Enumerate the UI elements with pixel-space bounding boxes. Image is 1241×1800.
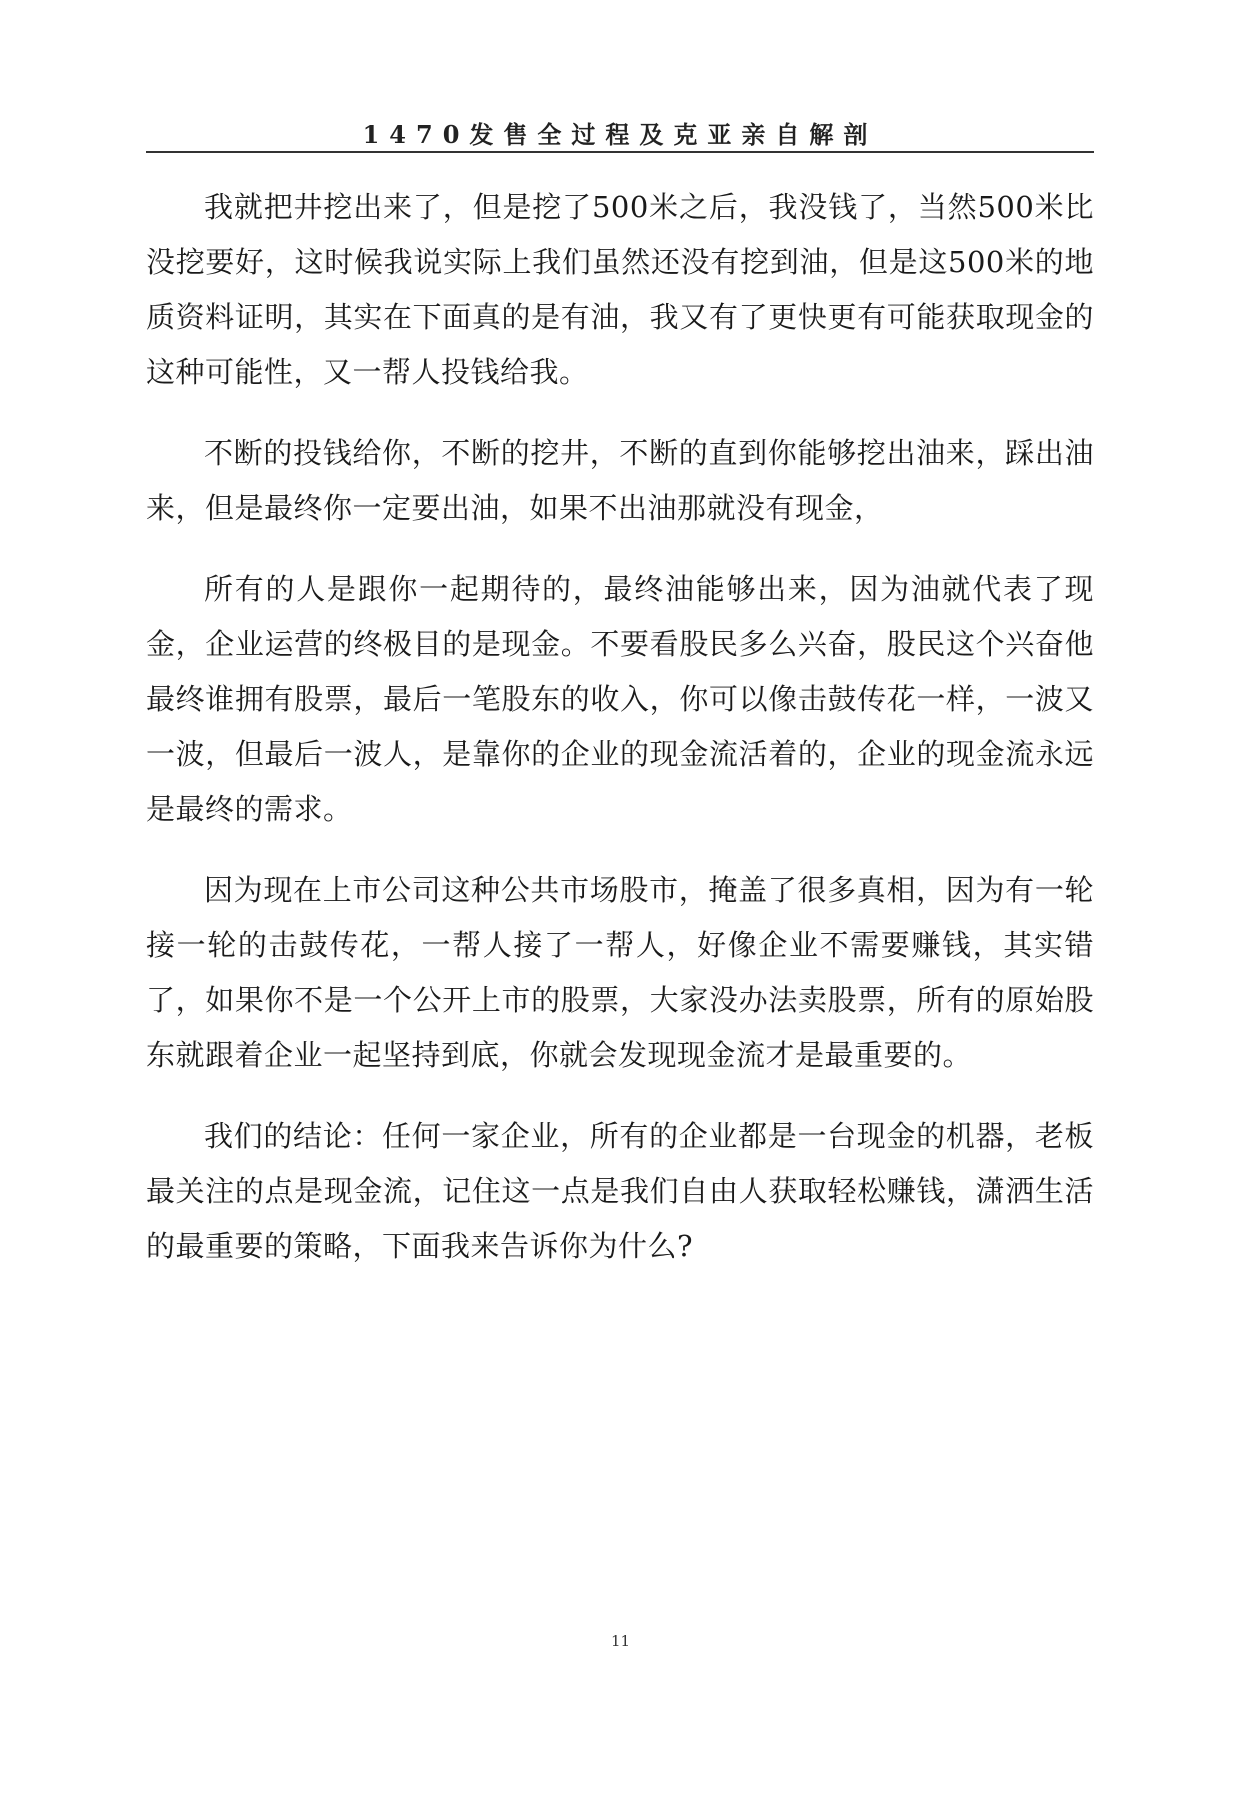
- paragraph: 我就把井挖出来了，但是挖了500米之后，我没钱了，当然500米比没挖要好，这时候我说实际上我们虽然还没有挖到油，但是这500米的地质资料证明，其实在下面真的是有油，我又有了更快更有可能获取现金的这种可能性，又一帮人投钱给我。: [146, 190, 1094, 389]
- paragraph: 我们的结论：任何一家企业，所有的企业都是一台现金的机器，老板最关注的点是现金流，记住这一点是我们自由人获取轻松赚钱，潇洒生活的最重要的策略，下面我来告诉你为什么?: [146, 1119, 1094, 1263]
- paragraph: 因为现在上市公司这种公共市场股市，掩盖了很多真相，因为有一轮接一轮的击鼓传花，一帮人接了一帮人，好像企业不需要赚钱，其实错了，如果你不是一个公开上市的股票，大家没办法卖股票，所有的原始股东就跟着企业一起坚持到底，你就会发现现金流才是最重要的。: [146, 873, 1094, 1072]
- header-rule: [146, 151, 1094, 153]
- paragraph: 所有的人是跟你一起期待的，最终油能够出来，因为油就代表了现金，企业运营的终极目的是现金。不要看股民多么兴奋，股民这个兴奋他最终谁拥有股票，最后一笔股东的收入，你可以像击鼓传花一样，一波又一波，但最后一波人，是靠你的企业的现金流活着的，企业的现金流永远是最终的需求。: [146, 572, 1094, 826]
- paragraph: 不断的投钱给你，不断的挖井，不断的直到你能够挖出油来，踩出油来，但是最终你一定要出油，如果不出油那就没有现金，: [146, 436, 1094, 525]
- body-text: [146, 180, 1094, 1300]
- page-number: 11: [610, 1632, 631, 1650]
- running-header: 1470发售全过程及克亚亲自解剖: [362, 120, 878, 149]
